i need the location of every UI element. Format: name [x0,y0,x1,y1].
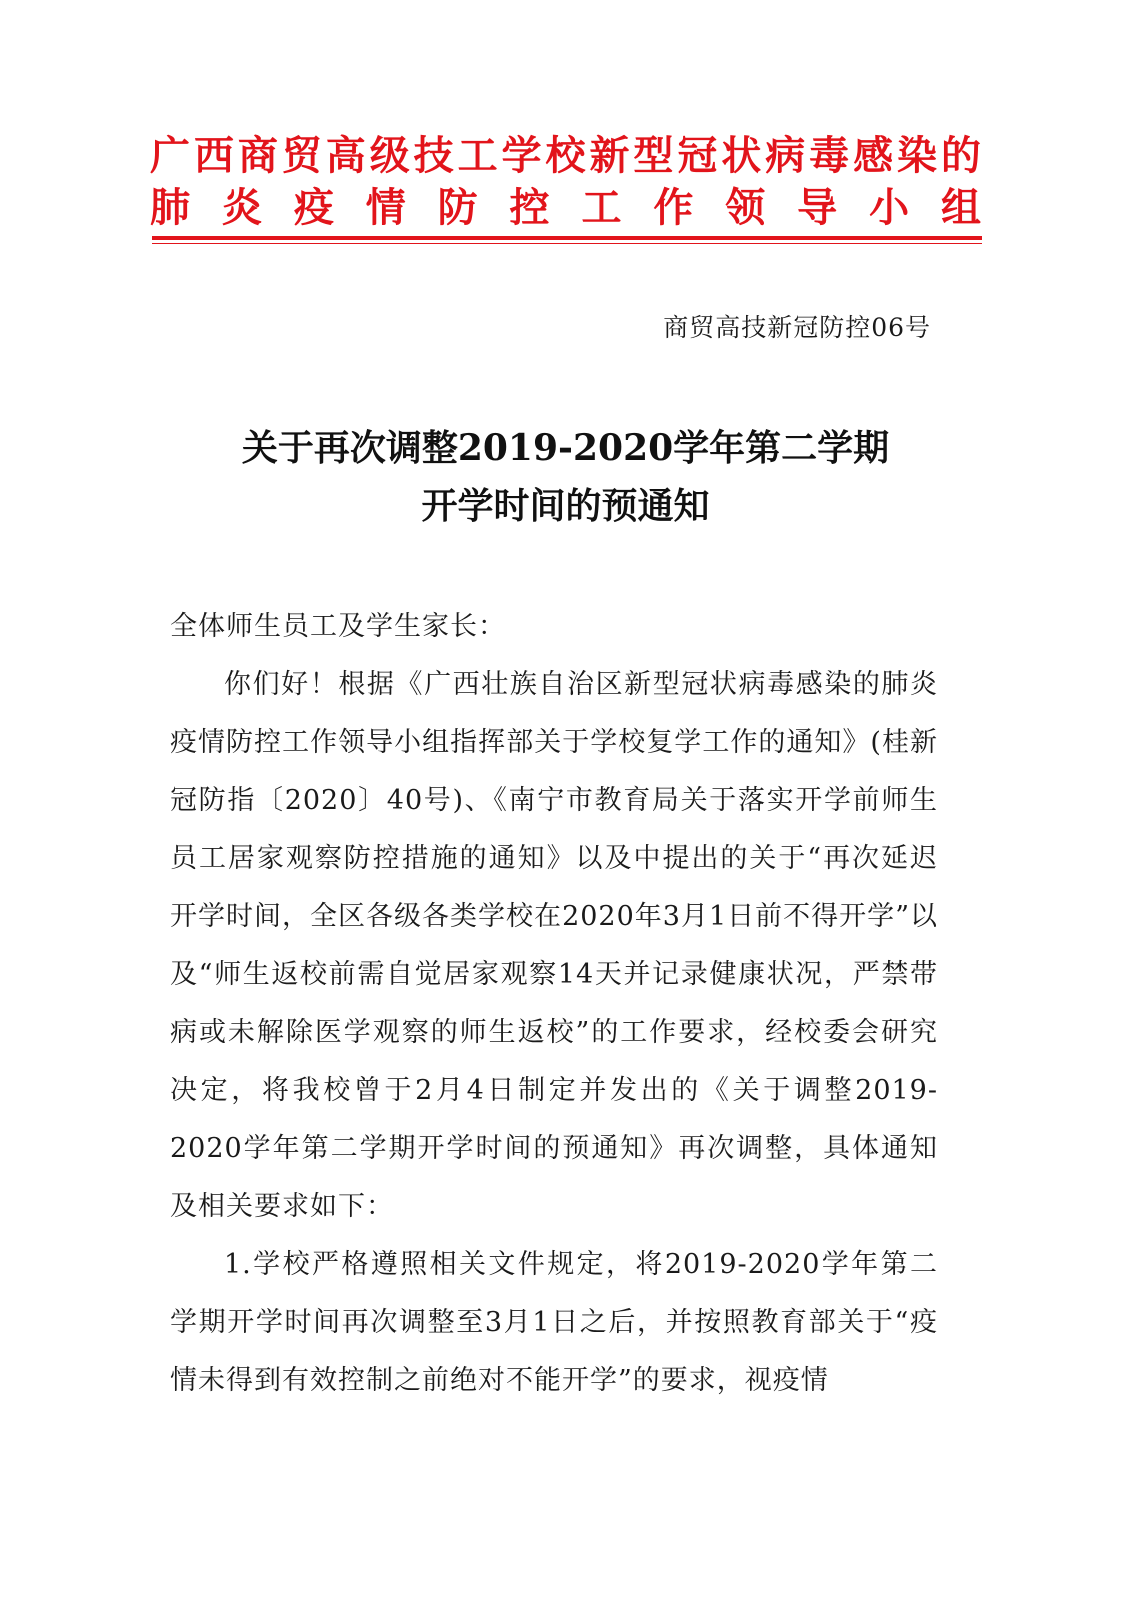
salutation: 全体师生员工及学生家长： [170,611,506,642]
red-header-rule-thin [152,243,982,244]
red-header-rule-thick [152,236,982,240]
document-title-line-2: 开学时间的预通知 [421,485,710,527]
issuer-header-line-1: 广西商贸高级技工学校新型冠状病毒感染的 [150,132,981,179]
numbered-item-1: 1.学校严格遵照相关文件规定，将2019-2020学年第二学期开学时间再次调整至3月1日之后，并按照教育部关于“疫情未得到有效控制之前绝对不能开学”的要求，视疫情 [170,1249,938,1396]
body-paragraph: 你们好！根据《广西壮族自治区新型冠状病毒感染的肺炎疫情防控工作领导小组指挥部关于学校复学工作的通知》(桂新冠防指〔2020〕40号)、《南宁市教育局关于落实开学前师生员工居家观察防控措施的通知》以及中提出的关于“再次延迟开学时间，全区各级各类学校在2020年3月1日前不得开学”以及“师生返校前需自觉居家观察14天并记录健康状况，严禁带病或未解除医学观察的师生返校”的工作要求，经校委会研究决定，将我校曾于2月4日制定并发出的《关于调整2019-2020学年第二学期开学时间的预通知》再次调整，具体通知及相关要求如下： [170,669,938,1222]
document-title-line-1: 关于再次调整2019-2020学年第二学期 [241,427,890,469]
document-number: 商贸高技新冠防控06号 [663,313,931,342]
document-body [170,598,938,1410]
issuer-header-line-2: 肺炎疫情防控工作领导小组 [150,184,981,231]
